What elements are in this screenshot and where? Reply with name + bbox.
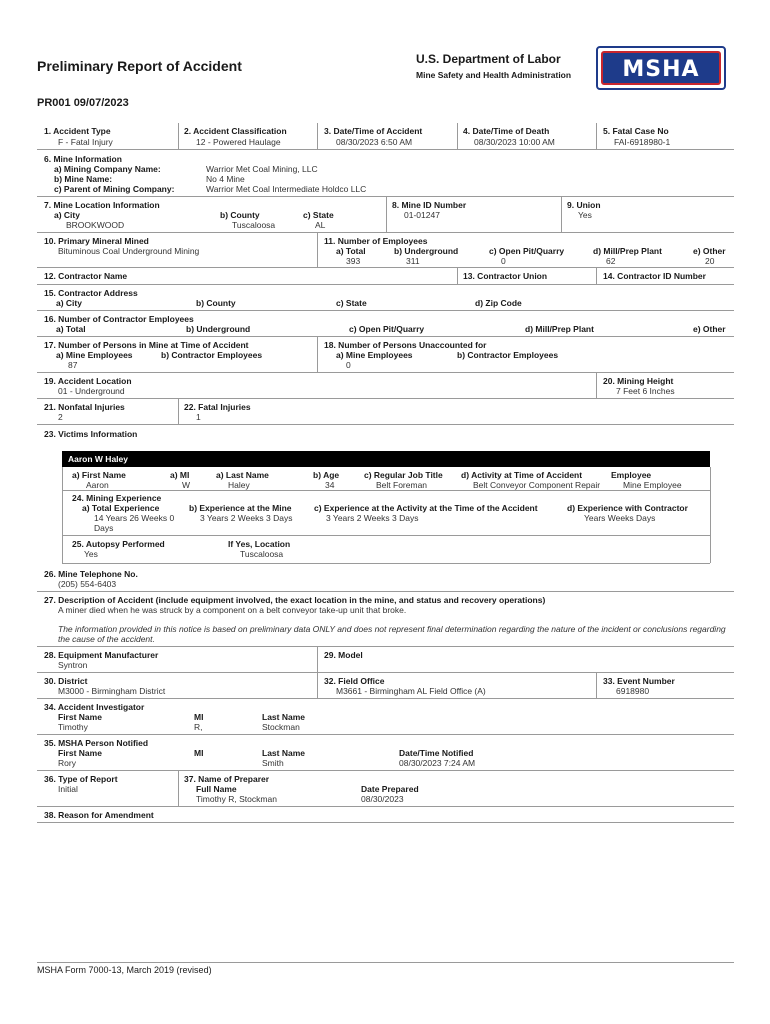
victim-first-value: Aaron (86, 480, 109, 490)
field-15d-label: d) Zip Code (475, 298, 522, 308)
field-15b-label: b) County (196, 298, 236, 308)
field-18-label: 18. Number of Persons Unaccounted for (324, 340, 487, 350)
victim-mi-label: a) MI (170, 470, 190, 480)
msha-logo (596, 46, 726, 90)
field-34-first-value: Timothy (58, 722, 88, 732)
field-16e-label: e) Other (693, 324, 726, 334)
divider (386, 196, 387, 232)
field-17b-label: b) Contractor Employees (161, 350, 263, 360)
field-36-value: Initial (58, 784, 78, 794)
field-11e-value: 20 (705, 256, 715, 266)
field-7c-label: c) State (303, 210, 334, 220)
field-21-value: 2 (58, 412, 63, 422)
rule (37, 149, 734, 150)
field-14-label: 14. Contractor ID Number (603, 271, 706, 281)
field-32-label: 32. Field Office (324, 676, 385, 686)
victim-job-label: c) Regular Job Title (364, 470, 443, 480)
divider (596, 123, 597, 149)
rule (62, 563, 710, 564)
field-6b-label: b) Mine Name: (54, 174, 113, 184)
divider (317, 123, 318, 149)
field-3-value: 08/30/2023 6:50 AM (336, 137, 413, 147)
field-11a-label: a) Total (336, 246, 366, 256)
field-15c-label: c) State (336, 298, 367, 308)
field-16-label: 16. Number of Contractor Employees (44, 314, 194, 324)
divider (317, 232, 318, 267)
divider (317, 646, 318, 672)
field-26-label: 26. Mine Telephone No. (44, 569, 138, 579)
field-1-value: F - Fatal Injury (58, 137, 113, 147)
field-34-mi-value: R, (194, 722, 203, 732)
divider (596, 267, 597, 284)
divider (596, 372, 597, 398)
victim-age-value: 34 (325, 480, 335, 490)
field-37-date-label: Date Prepared (361, 784, 419, 794)
victim-last-value: Haley (228, 480, 250, 490)
field-22-value: 1 (196, 412, 201, 422)
field-34-first-label: First Name (58, 712, 102, 722)
field-5-value: FAI-6918980-1 (614, 137, 671, 147)
field-22-label: 22. Fatal Injuries (184, 402, 251, 412)
page-title: Preliminary Report of Accident (37, 58, 242, 74)
rule (37, 591, 734, 592)
field-37-date-value: 08/30/2023 (361, 794, 404, 804)
field-26-value: (205) 554-6403 (58, 579, 117, 589)
victim-activity-label: d) Activity at Time of Accident (461, 470, 583, 480)
field-9-label: 9. Union (567, 200, 601, 210)
field-2-value: 12 - Powered Haulage (196, 137, 281, 147)
field-24-label: 24. Mining Experience (72, 493, 162, 503)
field-6a-label: a) Mining Company Name: (54, 164, 161, 174)
report-id: PR001 09/07/2023 (37, 97, 129, 109)
field-12-label: 12. Contractor Name (44, 271, 128, 281)
rule (62, 490, 710, 491)
victim-last-label: a) Last Name (216, 470, 269, 480)
field-34-last-value: Stockman (262, 722, 300, 732)
field-17a-label: a) Mine Employees (56, 350, 133, 360)
field-9-value: Yes (578, 210, 592, 220)
field-24a-value-line1: 14 Years 26 Weeks 0 (94, 513, 175, 523)
field-24b-value: 3 Years 2 Weeks 3 Days (200, 513, 293, 523)
autopsy-location-label: If Yes, Location (228, 539, 291, 549)
victim-job-value: Belt Foreman (376, 480, 428, 490)
field-35-first-label: First Name (58, 748, 102, 758)
field-11c-value: 0 (501, 256, 506, 266)
victim-name-bar (62, 451, 710, 467)
field-24b-label: b) Experience at the Mine (189, 503, 292, 513)
rule (37, 424, 734, 425)
disclaimer-line2: the cause of the accident. (58, 634, 155, 644)
rule (37, 770, 734, 771)
autopsy-location-value: Tuscaloosa (240, 549, 284, 559)
field-30-value: M3000 - Birmingham District (58, 686, 166, 696)
field-10-label: 10. Primary Mineral Mined (44, 236, 149, 246)
field-28-label: 28. Equipment Manufacturer (44, 650, 159, 660)
divider (317, 336, 318, 372)
field-16b-label: b) Underground (186, 324, 251, 334)
divider (596, 672, 597, 698)
field-2-label: 2. Accident Classification (184, 126, 287, 136)
divider (457, 123, 458, 149)
field-34-label: 34. Accident Investigator (44, 702, 145, 712)
field-35-dt-value: 08/30/2023 7:24 AM (399, 758, 476, 768)
victim-activity-value: Belt Conveyor Component Repair (473, 480, 601, 490)
field-29-label: 29. Model (324, 650, 363, 660)
field-32-value: M3661 - Birmingham AL Field Office (A) (336, 686, 486, 696)
victim-box-left (62, 467, 63, 563)
divider (178, 398, 179, 424)
rule (37, 822, 734, 823)
field-37-full-value: Timothy R, Stockman (196, 794, 277, 804)
field-16a-label: a) Total (56, 324, 86, 334)
rule (37, 398, 734, 399)
field-21-label: 21. Nonfatal Injuries (44, 402, 125, 412)
field-19-label: 19. Accident Location (44, 376, 132, 386)
victim-employee-label: Employee (611, 470, 652, 480)
divider (317, 672, 318, 698)
field-24c-label: c) Experience at the Activity at the Time of the Accident (314, 503, 538, 513)
logo-text: MSHA (622, 57, 700, 82)
field-4-value: 08/30/2023 10:00 AM (474, 137, 555, 147)
field-11d-value: 62 (606, 256, 616, 266)
rule (37, 267, 734, 268)
rule (37, 698, 734, 699)
field-33-value: 6918980 (616, 686, 650, 696)
field-11a-value: 393 (346, 256, 361, 266)
rule (37, 734, 734, 735)
divider (178, 770, 179, 806)
field-4-label: 4. Date/Time of Death (463, 126, 550, 136)
field-38-label: 38. Reason for Amendment (44, 810, 154, 820)
rule (37, 232, 734, 233)
field-37-full-label: Full Name (196, 784, 237, 794)
field-36-label: 36. Type of Report (44, 774, 118, 784)
field-7a-label: a) City (54, 210, 80, 220)
field-11d-label: d) Mill/Prep Plant (593, 246, 662, 256)
field-24d-label: d) Experience with Contractor (567, 503, 688, 513)
field-11-label: 11. Number of Employees (324, 236, 428, 246)
footer-rule (37, 962, 734, 963)
field-35-last-value: Smith (262, 758, 284, 768)
divider (561, 196, 562, 232)
field-33-label: 33. Event Number (603, 676, 675, 686)
field-18a-value: 0 (346, 360, 351, 370)
field-34-last-label: Last Name (262, 712, 305, 722)
field-13-label: 13. Contractor Union (463, 271, 548, 281)
rule (37, 646, 734, 647)
field-25-label: 25. Autopsy Performed (72, 539, 165, 549)
field-20-label: 20. Mining Height (603, 376, 674, 386)
disclaimer-line1: The information provided in this notice is based on preliminary data ONLY and does not represent final determination regarding the nature of the incident or conclusions regarding (58, 624, 726, 634)
field-24a-label: a) Total Experience (82, 503, 160, 513)
field-18b-label: b) Contractor Employees (457, 350, 559, 360)
field-7a-value: BROOKWOOD (66, 220, 125, 230)
field-7-label: 7. Mine Location Information (44, 200, 160, 210)
field-23-label: 23. Victims Information (44, 429, 138, 439)
field-30-label: 30. District (44, 676, 88, 686)
field-7b-label: b) County (220, 210, 260, 220)
rule (37, 372, 734, 373)
field-1-label: 1. Accident Type (44, 126, 111, 136)
field-27-label: 27. Description of Accident (include equipment involved, the exact location in the mine, and status and recovery operations) (44, 595, 546, 605)
field-35-mi-label: MI (194, 748, 204, 758)
victim-first-label: a) First Name (72, 470, 126, 480)
rule (37, 336, 734, 337)
field-20-value: 7 Feet 6 Inches (616, 386, 675, 396)
field-34-mi-label: MI (194, 712, 204, 722)
field-6b-value: No 4 Mine (206, 174, 245, 184)
field-11b-value: 311 (406, 256, 420, 266)
victim-name: Aaron W Haley (68, 454, 128, 464)
field-8-label: 8. Mine ID Number (392, 200, 467, 210)
rule (37, 672, 734, 673)
footer-form-id: MSHA Form 7000-13, March 2019 (revised) (37, 965, 212, 975)
field-24a-value-line2: Days (94, 523, 114, 533)
field-24d-value: Years Weeks Days (584, 513, 656, 523)
field-27-value: A miner died when he was struck by a component on a belt conveyor take-up unit that broke. (58, 605, 407, 615)
field-6a-value: Warrior Met Coal Mining, LLC (206, 164, 318, 174)
field-5-label: 5. Fatal Case No (603, 126, 669, 136)
field-16d-label: d) Mill/Prep Plant (525, 324, 594, 334)
sub-agency-name: Mine Safety and Health Administration (416, 70, 572, 80)
field-10-value: Bituminous Coal Underground Mining (58, 246, 200, 256)
field-17a-value: 87 (68, 360, 78, 370)
victim-employee-value: Mine Employee (623, 480, 682, 490)
field-8-value: 01-01247 (404, 210, 440, 220)
rule (37, 284, 734, 285)
divider (457, 267, 458, 284)
field-6c-value: Warrior Met Coal Intermediate Holdco LLC (206, 184, 367, 194)
field-19-value: 01 - Underground (58, 386, 125, 396)
field-35-last-label: Last Name (262, 748, 305, 758)
victim-age-label: b) Age (313, 470, 340, 480)
field-7b-value: Tuscaloosa (232, 220, 276, 230)
field-7c-value: AL (315, 220, 326, 230)
field-15a-label: a) City (56, 298, 82, 308)
field-35-label: 35. MSHA Person Notified (44, 738, 149, 748)
rule (37, 806, 734, 807)
field-6-label: 6. Mine Information (44, 154, 122, 164)
field-28-value: Syntron (58, 660, 88, 670)
field-11b-label: b) Underground (394, 246, 459, 256)
field-35-first-value: Rory (58, 758, 76, 768)
rule (37, 310, 734, 311)
victim-box-right (710, 467, 711, 563)
field-16c-label: c) Open Pit/Quarry (349, 324, 425, 334)
field-35-dt-label: Date/Time Notified (399, 748, 474, 758)
field-11c-label: c) Open Pit/Quarry (489, 246, 565, 256)
field-3-label: 3. Date/Time of Accident (324, 126, 423, 136)
field-15-label: 15. Contractor Address (44, 288, 138, 298)
field-17-label: 17. Number of Persons in Mine at Time of Accident (44, 340, 249, 350)
field-18a-label: a) Mine Employees (336, 350, 413, 360)
field-24c-value: 3 Years 2 Weeks 3 Days (326, 513, 419, 523)
field-25-value: Yes (84, 549, 98, 559)
agency-name: U.S. Department of Labor (416, 52, 561, 66)
field-37-label: 37. Name of Preparer (184, 774, 270, 784)
divider (178, 123, 179, 149)
field-11e-label: e) Other (693, 246, 726, 256)
field-6c-label: c) Parent of Mining Company: (54, 184, 175, 194)
rule (62, 535, 710, 536)
victim-mi-value: W (182, 480, 191, 490)
